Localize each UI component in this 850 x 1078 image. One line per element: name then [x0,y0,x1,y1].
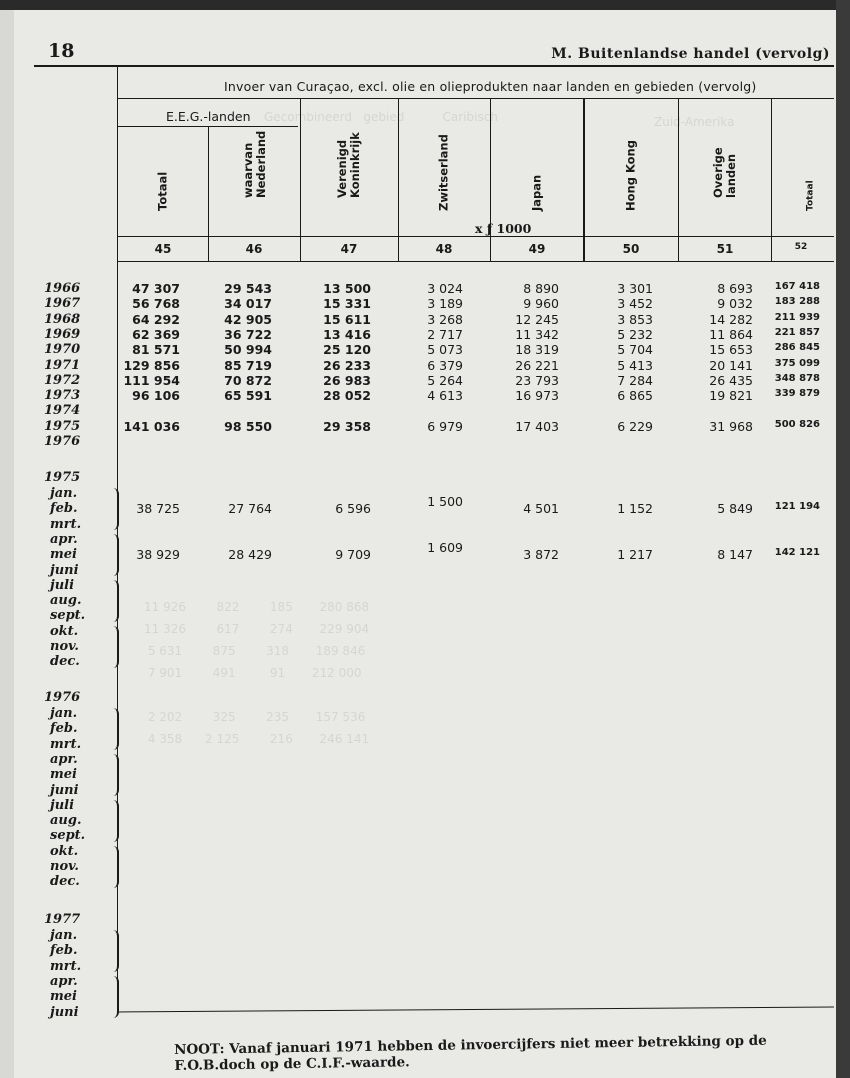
row-label-month: mei [50,767,77,783]
row-label-month: sept. [50,608,86,624]
row-label-month: juni [50,562,79,578]
quarter-brace [111,534,119,576]
quarter-brace [111,976,119,1018]
page-number: 18 [48,40,75,62]
row-label-year: 1972 [44,372,81,388]
table-cell: 56 768 [132,296,180,312]
column-header [118,138,208,224]
column-header [492,138,582,224]
column-number: 51 [716,242,734,256]
table-cell: 9 960 [523,296,559,312]
table-cell: 5 073 [427,342,463,358]
top-rule [34,65,834,67]
row-label-month: aug. [50,593,82,609]
table-cell: 7 284 [617,372,653,388]
table-cell: 13 416 [323,326,371,342]
column-number: 47 [340,242,358,256]
bottom-rule [118,1007,834,1013]
column-number: 48 [435,242,453,256]
row-label-month: jan. [50,928,78,943]
show-through-text: 4 358 2 125 216 246 141 [144,732,370,746]
table-cell: 8 693 [717,281,753,296]
row-label-month: mrt. [50,958,82,974]
table-cell: 1 500 [427,494,463,510]
column-label: Verenigd Koninkrijk [335,132,362,198]
quarter-brace [111,626,119,668]
show-through-text: 2 202 325 235 157 536 [144,710,366,724]
table-cell: 3 452 [617,296,653,312]
table-cell: 5 849 [717,501,753,517]
quarter-brace [111,800,119,842]
row-label-month: feb. [50,943,78,959]
column-label: waarvan Nederland [241,130,268,198]
row-label-month: juni [50,782,79,798]
row-label-year: 1970 [44,342,81,358]
row-label-month: apr. [50,973,78,989]
table-cell: 339 879 [774,388,820,400]
column-header [680,138,770,224]
table-cell: 3 189 [427,296,463,312]
table-cell: 34 017 [224,296,272,312]
row-label-year: 1974 [44,403,81,419]
table-cell: 8 890 [523,281,559,296]
show-through-text: Zuid-Amerika [654,115,735,129]
column-number: 50 [622,242,640,256]
table-cell: 8 147 [717,547,753,563]
table-cell: 96 106 [132,388,180,404]
table-cell: 70 872 [224,372,272,388]
column-label: Totaal [155,171,170,211]
row-label-month: mei [50,989,77,1005]
table-cell: 12 245 [515,311,559,327]
row-label-year: 1977 [44,912,81,927]
table-cell: 142 121 [774,547,820,559]
table-cell: 50 994 [224,342,272,358]
table-cell: 121 194 [774,501,820,513]
quarter-brace [111,488,119,530]
row-label-month: juni [50,1004,79,1020]
table-cell: 167 418 [774,281,820,292]
table-cell: 81 571 [132,342,180,358]
table-cell: 38 929 [136,547,180,563]
row-label-year: 1967 [44,296,81,312]
column-header [399,134,489,224]
column-number: 46 [245,242,263,256]
col-divider [208,127,209,261]
row-label-year: 1966 [44,281,81,296]
table-cell: 3 301 [617,281,653,296]
table-cell: 62 369 [132,326,180,342]
table-cell: 6 379 [427,357,463,373]
table-cell: 42 905 [224,311,272,327]
table-cell: 19 821 [709,388,753,404]
quarter-brace [111,846,119,888]
table-cell: 4 501 [523,501,559,517]
table-cell: 64 292 [132,311,180,327]
table-cell: 36 722 [224,326,272,342]
row-label-year: 1976 [44,434,81,449]
row-label-month: feb. [50,501,78,517]
table-cell: 1 152 [617,501,653,517]
row-label-year: 1976 [44,690,81,705]
footnote [174,1033,767,1074]
table-cell: 9 709 [335,547,371,563]
row-label-month: feb. [50,721,78,737]
table-cell: 141 036 [123,418,180,434]
column-header [210,130,300,224]
column-label: Zwitserland [436,134,451,211]
colnum-rule [118,261,834,262]
table-cell: 4 613 [427,388,463,404]
running-head: M. Buitenlandse handel (vervolg) [551,46,830,62]
column-header [304,132,394,224]
row-label-year: 1973 [44,388,81,404]
table-cell: 221 857 [774,326,820,338]
row-label-month: jan. [50,706,78,721]
table-cell: 348 878 [774,372,820,384]
table-cell: 65 591 [224,388,272,404]
table-cell: 5 413 [617,357,653,373]
show-through-text: 11 926 822 185 280 868 [144,600,370,614]
table-cell: 2 717 [427,326,463,342]
table-cell: 111 954 [123,372,180,388]
show-through-text: 11 326 617 274 229 904 [144,622,370,636]
table-cell: 15 653 [709,342,753,358]
table-cell: 375 099 [774,357,820,369]
table-cell: 5 264 [427,372,463,388]
table-cell: 286 845 [774,342,820,354]
row-label-month: jan. [50,486,78,501]
table-cell: 15 611 [323,311,371,327]
table-cell: 31 968 [709,418,753,434]
table-cell: 26 983 [323,372,371,388]
table-cell: 3 853 [617,311,653,327]
row-label-month: juli [50,577,75,593]
table-cell: 28 052 [323,388,371,404]
row-label-year: 1975 [44,418,81,434]
row-label-month: mei [50,547,77,563]
quarter-brace [111,580,119,622]
show-through-text: 7 901 491 91 212 000 [144,666,362,680]
show-through-text: 5 631 875 318 189 846 [144,644,366,658]
quarter-brace [111,930,119,972]
table-cell: 20 141 [709,357,753,373]
table-cell: 23 793 [515,372,559,388]
table-cell: 17 403 [515,418,559,434]
group-header: E.E.G.-landen [166,109,251,124]
footnote-line: F.O.B.doch op de C.I.F.-waarde. [174,1054,410,1074]
table-cell: 500 826 [774,418,820,430]
column-number: 49 [528,242,546,256]
footnote-line: NOOT: Vanaf januari 1971 hebben de invoercijfers niet meer betrekking op de [174,1032,767,1058]
row-label-month: okt. [50,843,79,859]
column-number: 45 [154,242,172,256]
column-number: 52 [794,242,808,252]
row-label-month: dec. [50,654,80,670]
row-label-month: aug. [50,813,82,829]
column-label: Hong Kong [623,140,638,211]
row-label-month: juli [50,797,75,813]
table-cell: 211 939 [774,311,820,323]
table-cell: 6 596 [335,501,371,517]
table-cell: 14 282 [709,311,753,327]
table-cell: 27 764 [228,501,272,517]
column-header [766,138,850,224]
row-label-month: mrt. [50,736,82,752]
table-cell: 18 319 [515,342,559,358]
title-rule [118,98,834,99]
table-cell: 29 543 [224,281,272,296]
column-header [586,138,676,224]
quarter-brace [111,708,119,750]
column-label: Totaal [805,180,816,211]
column-label: Overige landen [711,147,738,198]
table-cell: 15 331 [323,296,371,312]
table-cell: 5 232 [617,326,653,342]
column-label: Japan [529,174,544,211]
table-cell: 1 217 [617,547,653,563]
table-title: Invoer van Curaçao, excl. olie en olieprodukten naar landen en gebieden (vervolg) [224,79,757,94]
table-cell: 29 358 [323,418,371,434]
row-label-year: 1969 [44,326,81,342]
show-through-text: Gecombineerd gebied Caribisch [264,110,498,124]
row-label-year: 1971 [44,357,81,373]
document-page [14,10,836,1078]
row-label-month: nov. [50,859,79,874]
table-cell: 85 719 [224,357,272,373]
table-cell: 6 865 [617,388,653,404]
table-cell: 5 704 [617,342,653,358]
table-cell: 129 856 [123,357,180,373]
table-cell: 25 120 [323,342,371,358]
page-left-edge [0,10,14,1078]
row-label-month: apr. [50,531,78,547]
table-cell: 6 229 [617,418,653,434]
row-label-month: nov. [50,639,79,654]
table-cell: 1 609 [427,540,463,556]
row-label-month: mrt. [50,516,82,532]
table-cell: 3 024 [427,281,463,296]
table-cell: 98 550 [224,418,272,434]
row-label-month: okt. [50,623,79,639]
row-label-year: 1968 [44,311,81,327]
col-divider [583,99,585,261]
table-cell: 16 973 [515,388,559,404]
table-cell: 28 429 [228,547,272,563]
row-label-month: apr. [50,751,78,767]
table-cell: 3 872 [523,547,559,563]
row-label-year: 1975 [44,470,81,485]
unit-label: x ƒ 1000 [475,221,532,236]
table-cell: 47 307 [132,281,180,296]
row-label-month: dec. [50,874,80,890]
table-cell: 11 864 [709,326,753,342]
table-cell: 26 233 [323,357,371,373]
table-cell: 9 032 [717,296,753,312]
quarter-brace [111,754,119,796]
header-rule [118,236,834,237]
table-cell: 38 725 [136,501,180,517]
table-cell: 183 288 [774,296,820,308]
table-cell: 3 268 [427,311,463,327]
row-label-month: sept. [50,828,86,844]
table-cell: 26 221 [515,357,559,373]
table-cell: 13 500 [323,281,371,296]
table-cell: 11 342 [515,326,559,342]
table-cell: 6 979 [427,418,463,434]
table-cell: 26 435 [709,372,753,388]
